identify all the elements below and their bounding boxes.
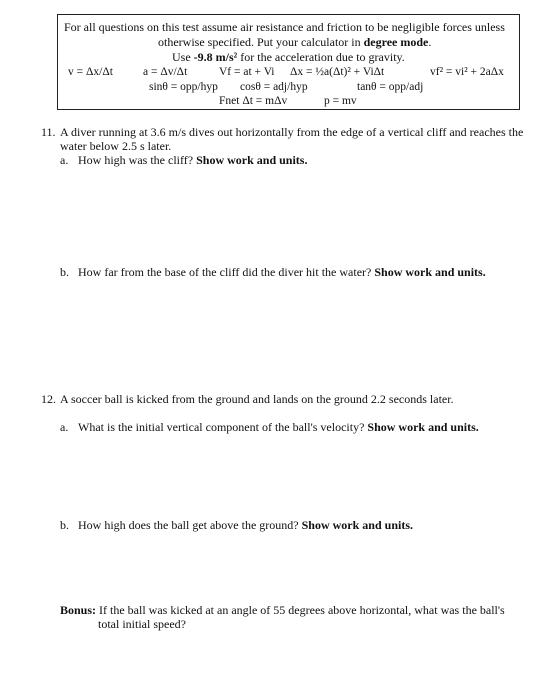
equation-acceleration: a = Δv/Δt bbox=[143, 66, 188, 78]
question-11b-text: How far from the base of the cliff did the diver hit the water? Show work and units. bbox=[78, 265, 486, 279]
bonus-line-2: total initial speed? bbox=[98, 617, 186, 631]
instructions-line-3: Use -9.8 m/s² for the acceleration due to gravity. bbox=[172, 50, 405, 64]
equation-velocity: v = Δx/Δt bbox=[68, 66, 113, 78]
question-11a-text: How high was the cliff? Show work and units. bbox=[78, 153, 308, 167]
degree-mode-emphasis: degree mode bbox=[363, 35, 429, 49]
equation-sine: sinθ = opp/hyp bbox=[149, 81, 218, 93]
question-12a-label: a. bbox=[60, 420, 69, 434]
instructions-line-1: For all questions on this test assume air resistance and friction to be negligible forces unless bbox=[64, 20, 505, 34]
question-11-number: 11. bbox=[41, 125, 56, 139]
bonus-label: Bonus: bbox=[60, 603, 97, 617]
question-12b-label: b. bbox=[60, 518, 69, 532]
question-12-text: A soccer ball is kicked from the ground and lands on the ground 2.2 seconds later. bbox=[60, 392, 454, 406]
question-11a-label: a. bbox=[60, 153, 69, 167]
equation-displacement: Δx = ½a(Δt)² + ViΔt bbox=[290, 66, 385, 78]
question-11b-label: b. bbox=[60, 265, 69, 279]
equation-impulse: Fnet Δt = mΔv bbox=[219, 95, 288, 107]
question-12a-text: What is the initial vertical component of the ball's velocity? Show work and units. bbox=[78, 420, 479, 434]
question-12b-text: How high does the ball get above the ground? Show work and units. bbox=[78, 518, 413, 532]
equation-cosine: cosθ = adj/hyp bbox=[240, 81, 308, 93]
equation-momentum: p = mv bbox=[324, 95, 357, 107]
instructions-line-2: otherwise specified. Put your calculator in degree mode. bbox=[158, 35, 432, 49]
question-11-text-line-1: A diver running at 3.6 m/s dives out horizontally from the edge of a vertical cliff and reaches the bbox=[60, 125, 524, 139]
bonus-line-1: Bonus: If the ball was kicked at an angle of 55 degrees above horizontal, what was the ball's bbox=[60, 603, 505, 617]
equation-final-velocity: Vf = at + Vi bbox=[219, 66, 275, 78]
question-11-text-line-2: water below 2.5 s later. bbox=[60, 139, 172, 153]
equation-tangent: tanθ = opp/adj bbox=[357, 81, 424, 93]
question-12-number: 12. bbox=[41, 392, 56, 406]
gravity-value: -9.8 m/s² bbox=[193, 50, 238, 64]
equation-vf-squared: vf² = vi² + 2aΔx bbox=[430, 66, 504, 78]
